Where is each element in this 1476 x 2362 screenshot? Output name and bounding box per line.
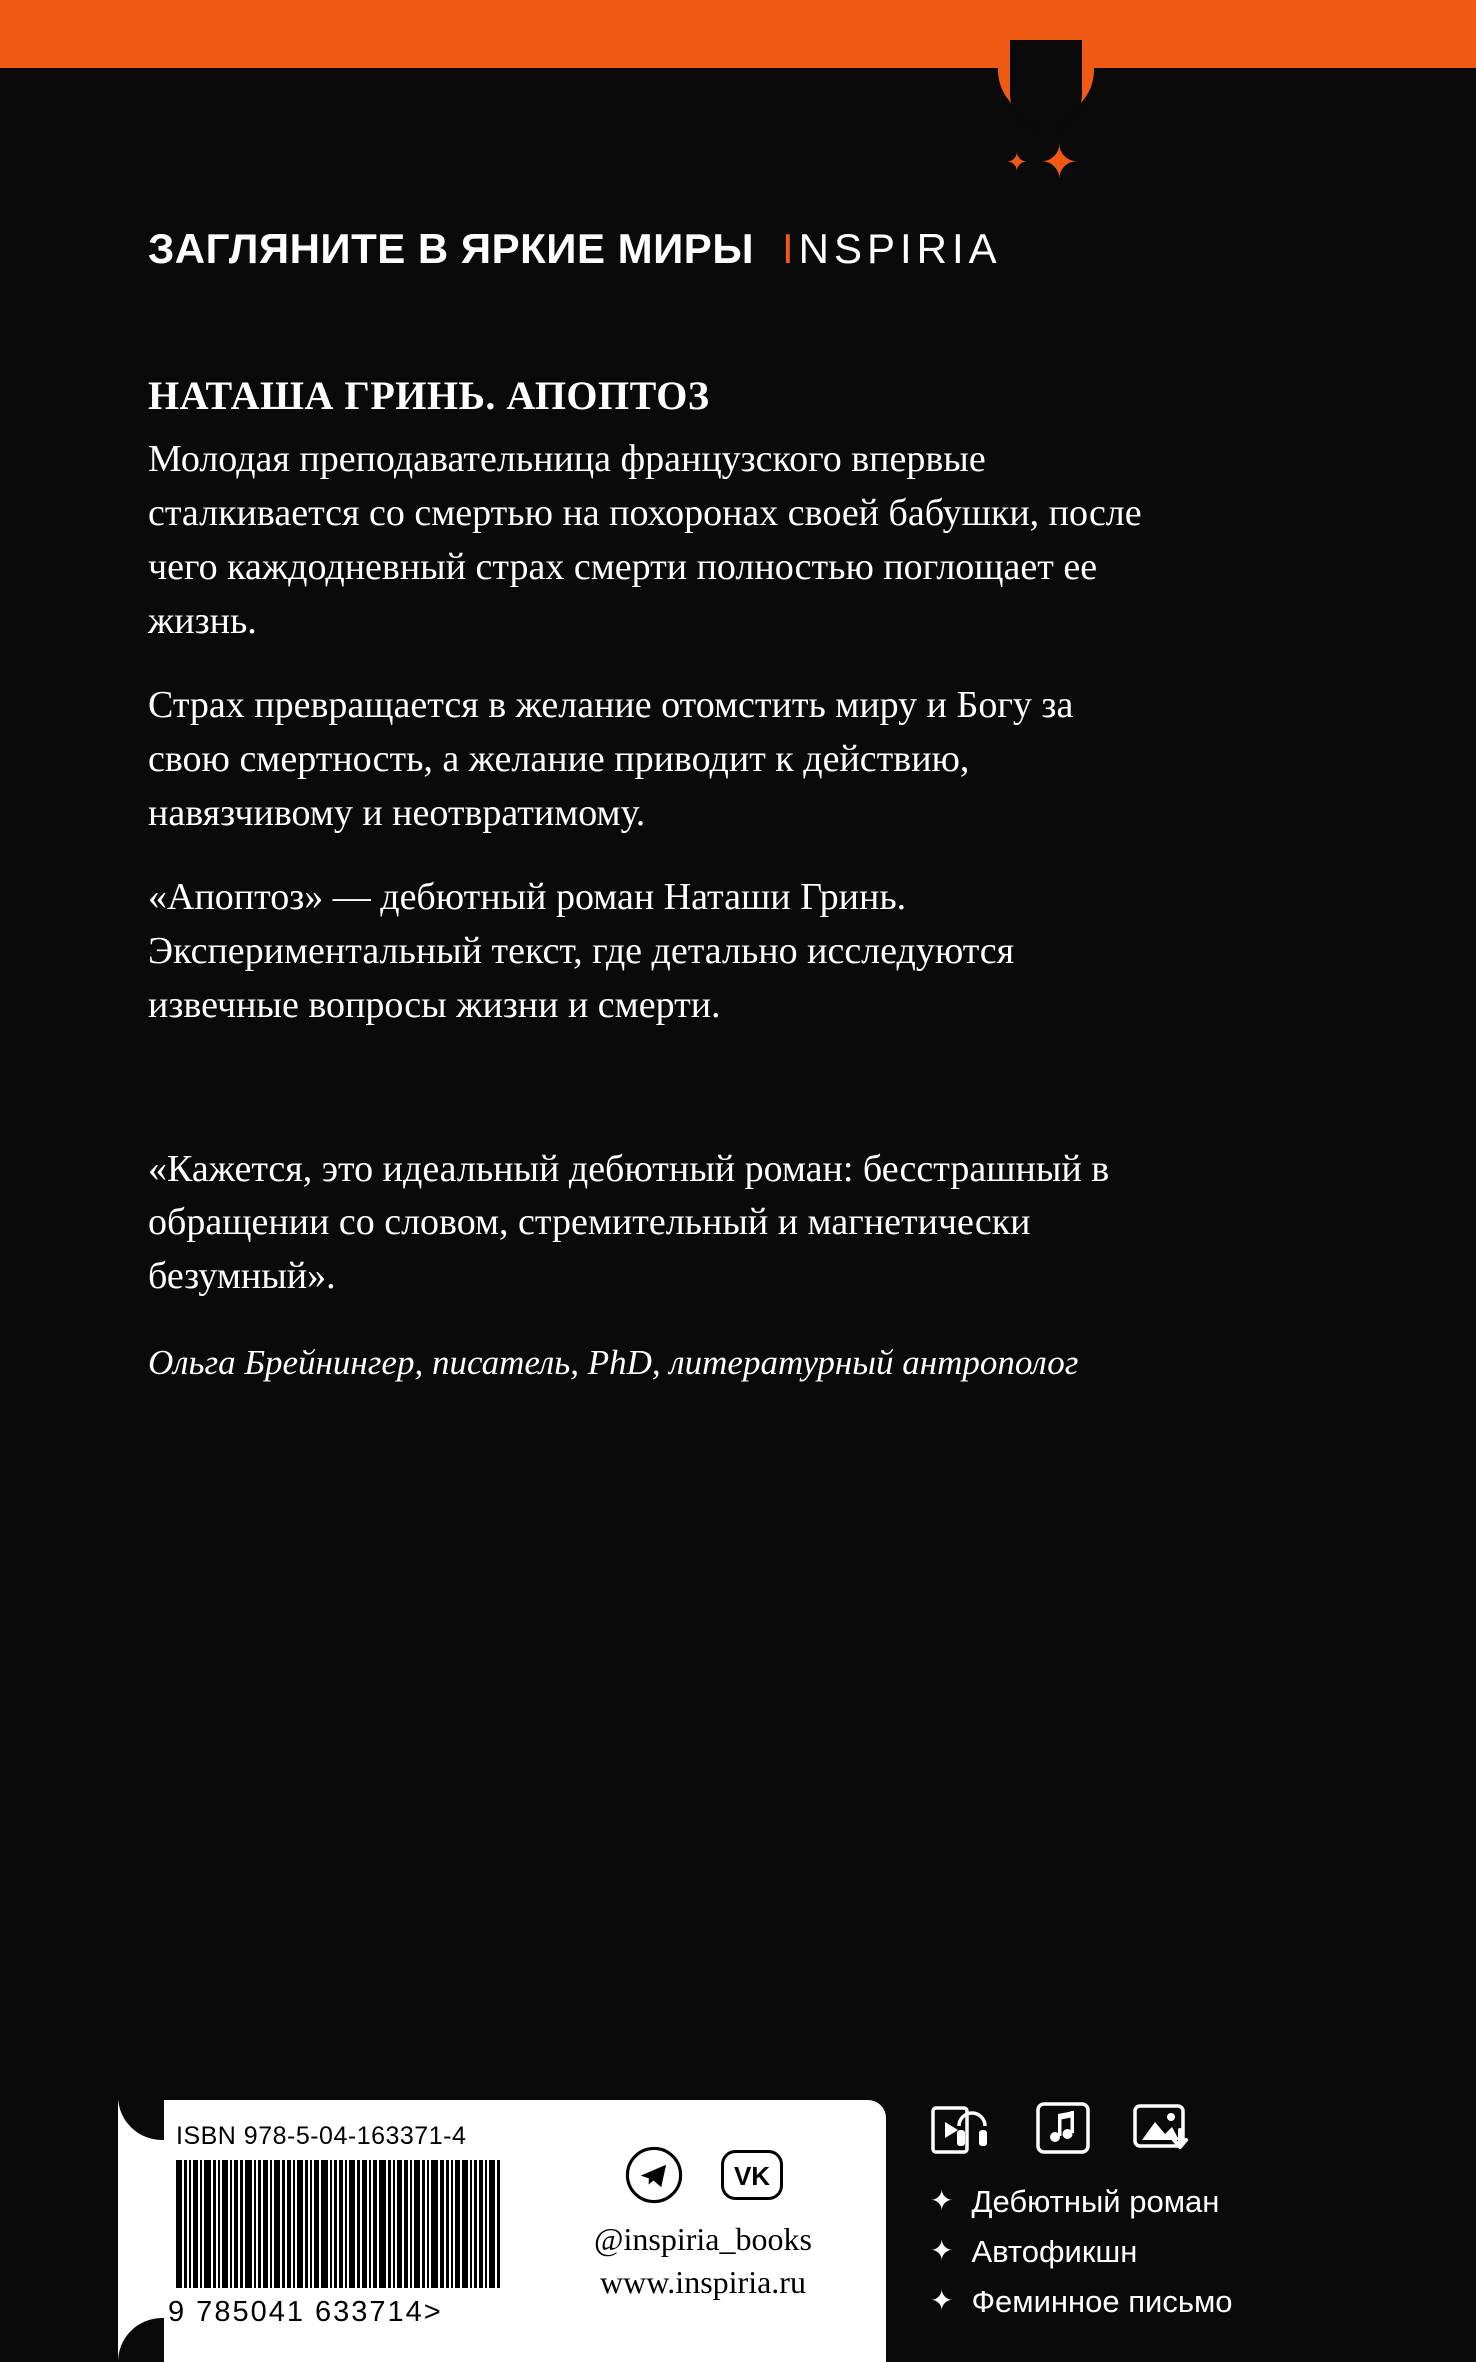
music-note-icon xyxy=(1030,2098,1096,2158)
header xyxy=(148,225,1338,273)
format-icon-row xyxy=(930,2098,1400,2158)
barcode-digits-suffix: > xyxy=(423,2296,443,2328)
badges-block xyxy=(930,2098,1400,2334)
sparkle-bullet-icon: ✦ xyxy=(930,2236,954,2267)
brand-logo-rest: NSPIRIA xyxy=(798,225,1002,272)
brand-logo xyxy=(782,225,1002,273)
social-handle: @inspiria_books xyxy=(594,2221,812,2257)
list-item xyxy=(930,2234,1400,2270)
top-notch-cutout xyxy=(1010,40,1082,130)
social-website: www.inspiria.ru xyxy=(600,2264,806,2301)
download-image-icon xyxy=(1130,2098,1196,2158)
telegram-icon[interactable] xyxy=(623,2144,685,2206)
description-block xyxy=(148,372,1158,1388)
badge-label: Дебютный роман xyxy=(971,2184,1220,2219)
barcode-card xyxy=(118,2100,886,2362)
barcode-image xyxy=(176,2160,506,2288)
list-item xyxy=(930,2284,1400,2320)
badge-label: Феминное письмо xyxy=(971,2284,1233,2319)
sparkle-large-icon: ✦ xyxy=(1040,137,1079,188)
svg-text:VK: VK xyxy=(733,2161,771,2191)
review-quote-author: Ольга Брейнингер, писатель, PhD, литературный антрополог xyxy=(148,1343,1079,1383)
sparkle-bullet-icon: ✦ xyxy=(930,2186,954,2217)
description-paragraph: Страх превращается в желание отомстить миру и Богу за свою смертность, а желание приводит к действию, навязчивому и неотвратимому. xyxy=(148,683,1074,834)
vk-icon[interactable] xyxy=(721,2144,783,2206)
list-item xyxy=(930,2184,1400,2220)
review-quote-block xyxy=(148,1143,1158,1389)
top-orange-band xyxy=(0,0,1476,68)
review-quote-text: «Кажется, это идеальный дебютный роман: бесстрашный в обращении со словом, стремительный и магнетически безумный». xyxy=(148,1147,1110,1298)
sparkle-small-icon: ✦ xyxy=(1006,148,1028,177)
description-paragraph: Молодая преподавательница французского впервые сталкивается со смертью на похоронах своей бабушки, после чего каждодневный страх смерти полностью поглощает ее жизнь. xyxy=(148,438,1142,642)
badge-label: Автофикшн xyxy=(971,2234,1138,2269)
social-icon-row xyxy=(538,2144,868,2206)
isbn-text: ISBN 978-5-04-163371-4 xyxy=(176,2122,467,2150)
barcode-digits-value: 9 785041 633714 xyxy=(168,2296,424,2328)
audiobook-headphones-icon xyxy=(930,2098,996,2158)
header-tagline: ЗАГЛЯНИТЕ В ЯРКИЕ МИРЫ xyxy=(148,225,754,272)
socials-block xyxy=(538,2144,868,2304)
sparkle-bullet-icon: ✦ xyxy=(930,2286,954,2317)
page-title: НАТАША ГРИНЬ. АПОПТОЗ xyxy=(148,373,710,418)
description-paragraph: «Апоптоз» — дебютный роман Наташи Гринь. Экспериментальный текст, где детально исследуются извечные вопросы жизни и смерти. xyxy=(148,875,1015,1026)
barcode-digits xyxy=(168,2296,443,2329)
brand-logo-i: I xyxy=(781,225,799,272)
